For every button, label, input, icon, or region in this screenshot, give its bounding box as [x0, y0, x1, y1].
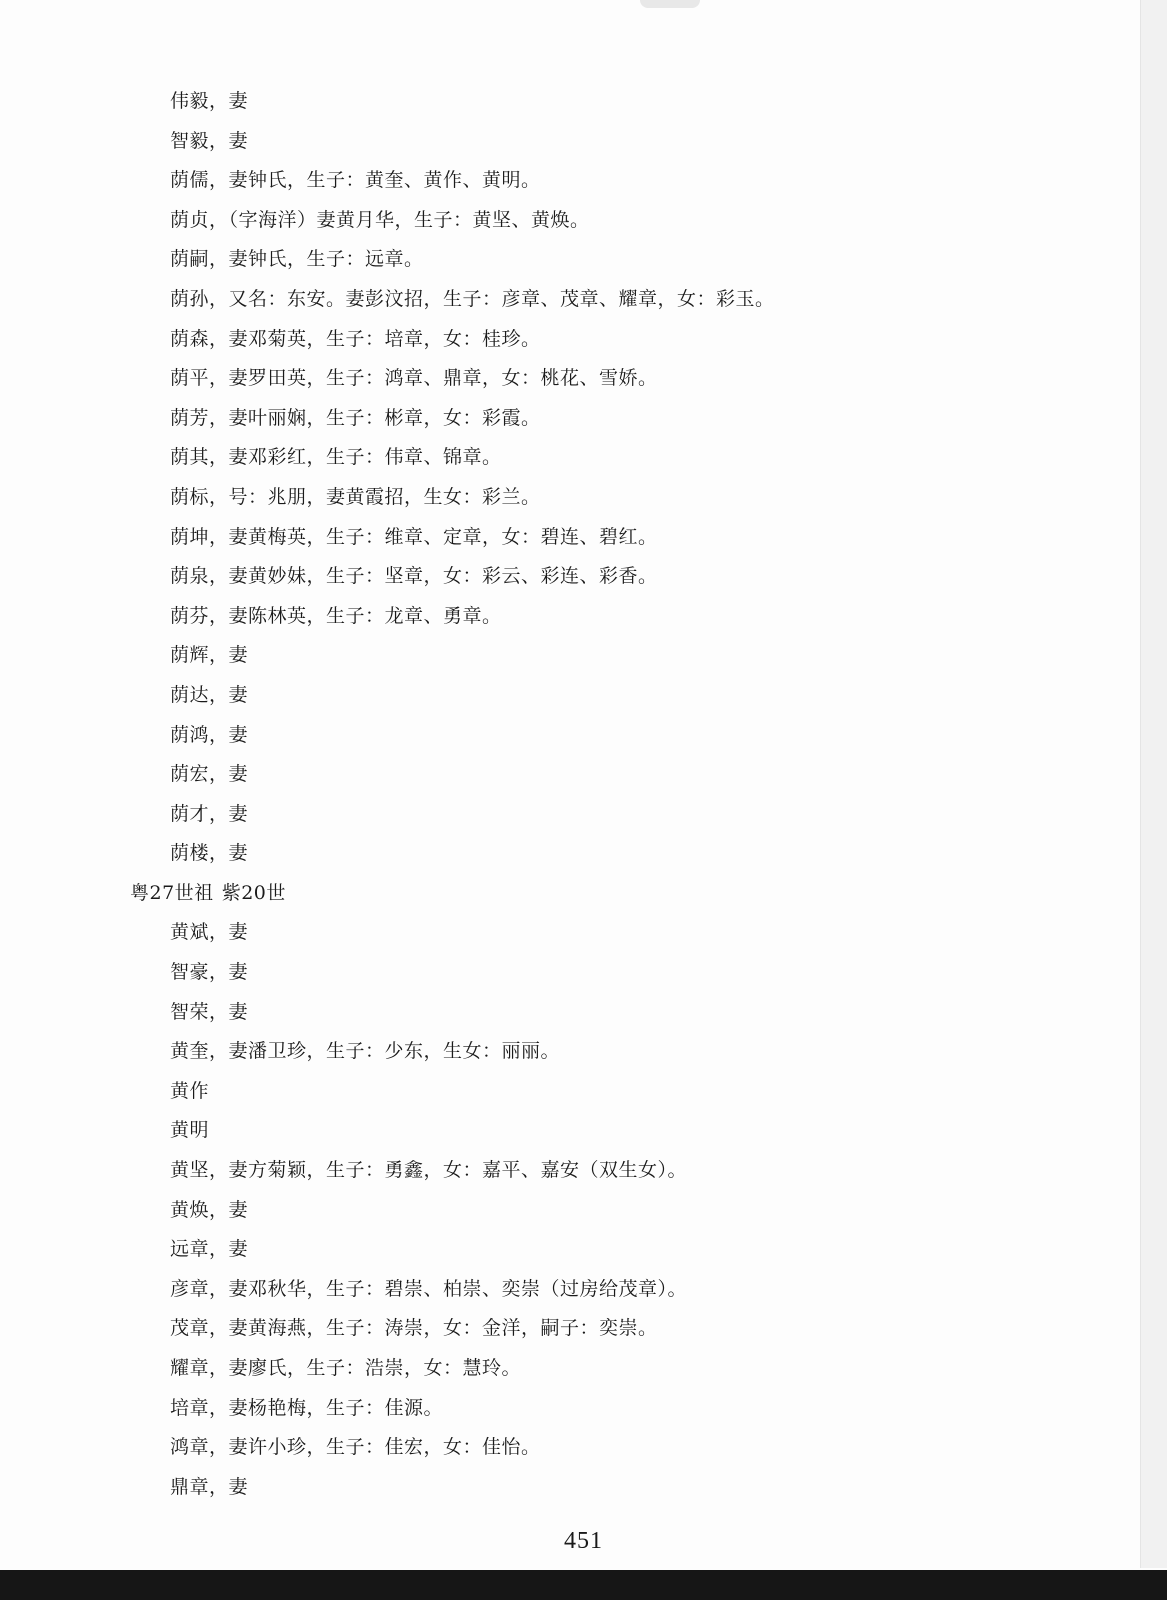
- person-entry: 荫贞，（字海洋）妻黄月华，生子：黄坚、黄焕。: [170, 208, 590, 231]
- person-entry: 荫芬，妻陈林英，生子：龙章、勇章。: [170, 604, 502, 627]
- person-entry: 培章，妻杨艳梅，生子：佳源。: [170, 1396, 444, 1419]
- scan-smudge: [640, 0, 700, 8]
- person-entry: 荫孙，又名：东安。妻彭汶招，生子：彦章、茂章、耀章，女：彩玉。: [170, 287, 775, 310]
- person-entry: 伟毅，妻: [170, 90, 249, 112]
- person-entry: 黄明: [170, 1119, 210, 1142]
- person-entry: 黄斌，妻: [170, 921, 249, 944]
- person-entry: 荫其，妻邓彩红，生子：伟章、锦章。: [170, 446, 502, 469]
- person-entry: 黄坚，妻方菊颖，生子：勇鑫，女：嘉平、嘉安（双生女）。: [170, 1159, 688, 1182]
- person-entry: 荫儒，妻钟氏，生子：黄奎、黄作、黄明。: [170, 169, 541, 192]
- genealogy-entry-list: [0, 82, 1100, 1507]
- person-entry: 荫宏，妻: [170, 763, 249, 786]
- person-entry: 彦章，妻邓秋华，生子：碧崇、柏崇、奕崇（过房给茂章）。: [170, 1277, 688, 1300]
- person-entry: 荫坤，妻黄梅英，生子：维章、定章，女：碧连、碧红。: [170, 525, 658, 548]
- person-entry: 荫楼，妻: [170, 842, 249, 865]
- person-entry: 荫鸿，妻: [170, 723, 249, 746]
- person-entry: 荫才，妻: [170, 802, 249, 825]
- person-entry: 荫标，号：兆朋，妻黄霞招，生女：彩兰。: [170, 485, 541, 508]
- person-entry: 荫达，妻: [170, 683, 249, 706]
- scan-right-margin: [1140, 0, 1167, 1568]
- person-entry: 耀章，妻廖氏，生子：浩崇，女：慧玲。: [170, 1357, 522, 1379]
- generation-heading: [0, 874, 1100, 914]
- page-number: 451: [564, 1528, 603, 1554]
- person-entry: 鼎章，妻: [170, 1475, 249, 1498]
- person-entry: 荫嗣，妻钟氏，生子：远章。: [170, 248, 424, 271]
- scan-bottom-edge: [0, 1570, 1167, 1600]
- person-entry: 黄奎，妻潘卫珍，生子：少东，生女：丽丽。: [170, 1040, 561, 1063]
- generation-label-zi: 紫20世: [221, 881, 286, 904]
- person-entry: 茂章，妻黄海燕，生子：涛崇，女：金洋，嗣子：奕崇。: [170, 1317, 658, 1340]
- person-entry: 荫辉，妻: [170, 644, 249, 667]
- person-entry: 荫芳，妻叶丽娴，生子：彬章，女：彩霞。: [170, 406, 541, 429]
- person-entry: 智毅，妻: [170, 129, 249, 152]
- person-entry: 远章，妻: [170, 1238, 249, 1261]
- generation-label-yue: 粤27世祖: [130, 881, 214, 904]
- person-entry: 荫平，妻罗田英，生子：鸿章、鼎章，女：桃花、雪娇。: [170, 367, 658, 390]
- person-entry: 智荣，妻: [170, 1000, 249, 1023]
- person-entry: 荫森，妻邓菊英，生子：培章，女：桂珍。: [170, 327, 541, 350]
- person-entry: 鸿章，妻许小珍，生子：佳宏，女：佳怡。: [170, 1436, 541, 1459]
- person-entry: 黄焕，妻: [170, 1198, 249, 1221]
- person-entry: 荫泉，妻黄妙妹，生子：坚章，女：彩云、彩连、彩香。: [170, 565, 658, 588]
- person-entry: 智豪，妻: [170, 961, 249, 984]
- person-entry: 黄作: [170, 1079, 210, 1102]
